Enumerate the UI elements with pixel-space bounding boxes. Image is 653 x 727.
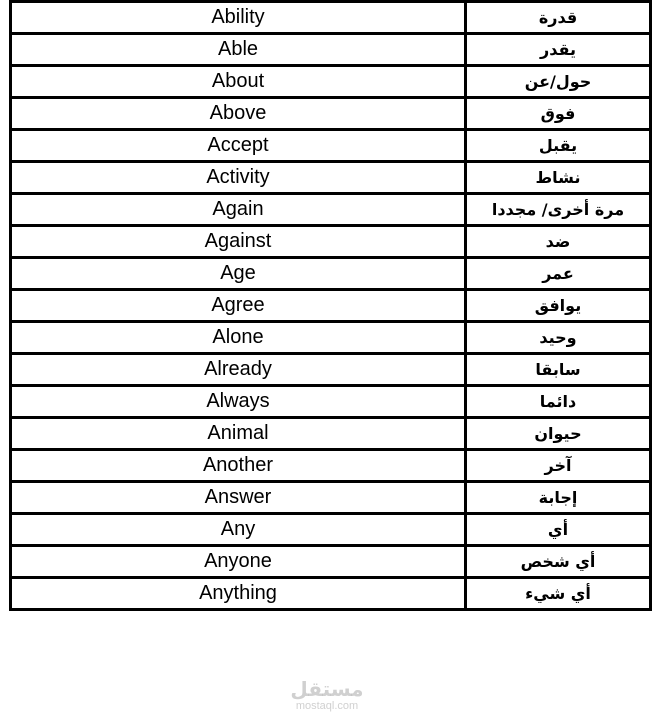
arabic-translation: أي [466,514,651,546]
vocabulary-table [9,0,652,611]
arabic-translation: حيوان [466,418,651,450]
watermark-url: mostaql.com [295,700,359,712]
arabic-translation: يقدر [466,34,651,66]
table-row [11,322,651,354]
table-row [11,418,651,450]
table-row [11,2,651,34]
table-row [11,354,651,386]
arabic-translation: نشاط [466,162,651,194]
table-row [11,450,651,482]
english-word: Against [11,226,466,258]
table-row [11,162,651,194]
english-word: Again [11,194,466,226]
table-row [11,578,651,610]
arabic-translation: دائما [466,386,651,418]
table-row [11,514,651,546]
arabic-translation: يوافق [466,290,651,322]
english-word: Able [11,34,466,66]
table-row [11,66,651,98]
arabic-translation: فوق [466,98,651,130]
arabic-translation: مرة أخرى/ مجددا [466,194,651,226]
english-word: Above [11,98,466,130]
arabic-translation: أي شخص [466,546,651,578]
english-word: Answer [11,482,466,514]
arabic-translation: ضد [466,226,651,258]
english-word: Always [11,386,466,418]
english-word: Animal [11,418,466,450]
table-row [11,34,651,66]
table-row [11,226,651,258]
english-word: Alone [11,322,466,354]
english-word: Already [11,354,466,386]
table-row [11,290,651,322]
english-word: Another [11,450,466,482]
table-row [11,482,651,514]
table-row [11,258,651,290]
arabic-translation: إجابة [466,482,651,514]
arabic-translation: عمر [466,258,651,290]
english-word: Accept [11,130,466,162]
watermark-logo-text: مستقل [290,677,364,701]
table-row [11,98,651,130]
arabic-translation: يقبل [466,130,651,162]
english-word: Anyone [11,546,466,578]
mostaql-watermark [284,678,370,712]
arabic-translation: وحيد [466,322,651,354]
english-word: Ability [11,2,466,34]
arabic-translation: سابقا [466,354,651,386]
english-word: Activity [11,162,466,194]
english-word: Any [11,514,466,546]
english-word: About [11,66,466,98]
arabic-translation: قدرة [466,2,651,34]
arabic-translation: آخر [466,450,651,482]
english-word: Age [11,258,466,290]
table-row [11,194,651,226]
arabic-translation: أي شيء [466,578,651,610]
table-row [11,546,651,578]
table-row [11,130,651,162]
table-row [11,386,651,418]
english-word: Agree [11,290,466,322]
english-word: Anything [11,578,466,610]
arabic-translation: حول/عن [466,66,651,98]
